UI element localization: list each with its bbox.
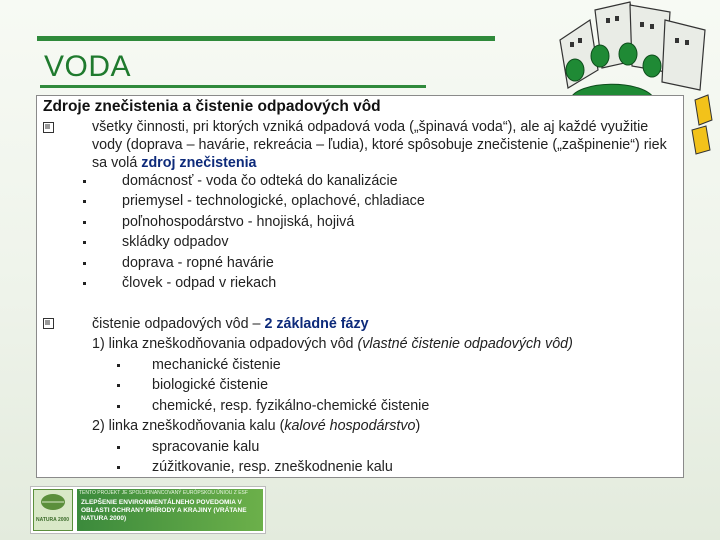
natura-logo xyxy=(33,489,73,531)
footer-strip xyxy=(77,489,263,531)
list-item: spracovanie kalu xyxy=(152,439,260,455)
list-item: zúžitkovanie, resp. zneškodnenie kalu xyxy=(152,459,393,475)
highlight-fazy: 2 základné fázy xyxy=(264,316,369,332)
bullet-icon xyxy=(117,364,120,367)
bullet-icon xyxy=(83,282,86,285)
footer-small-text: TENTO PROJEKT JE SPOLUFINANCOVANÝ EURÓPSKOU ÚNIOU Z ESF xyxy=(79,490,248,496)
leaf-icon xyxy=(34,490,72,514)
list-item: človek - odpad v riekach xyxy=(122,275,277,291)
title-underline xyxy=(40,85,426,88)
list-item: mechanické čistenie xyxy=(152,357,281,373)
section2-intro: čistenie odpadových vôd – 2 základné fázy xyxy=(92,316,369,332)
section-heading: Zdroje znečistenia a čistenie odpadových vôd xyxy=(43,98,381,115)
bullet-icon xyxy=(117,466,120,469)
logo-label: NATURA 2000 xyxy=(36,517,70,523)
footer-main-text: ZLEPŠENIE ENVIRONMENTÁLNEHO POVEDOMIA V OBLASTI OCHRANY PRÍRODY A KRAJINY (VRÁTANE NATURA 2000) xyxy=(81,499,247,522)
list-item: doprava - ropné havárie xyxy=(122,255,274,271)
bullet-icon xyxy=(83,180,86,183)
bullet-icon xyxy=(117,446,120,449)
bullet-icon xyxy=(83,241,86,244)
checkbox-bullet-icon xyxy=(43,318,54,329)
top-accent-bar xyxy=(37,36,495,41)
list-item: chemické, resp. fyzikálno-chemické čistenie xyxy=(152,398,430,414)
bullet-icon xyxy=(117,384,120,387)
list-item: skládky odpadov xyxy=(122,234,229,250)
content-box xyxy=(36,95,684,478)
checkbox-bullet-icon xyxy=(43,122,54,133)
bullet-icon xyxy=(83,221,86,224)
highlight-zdroj: zdroj znečistenia xyxy=(141,155,257,171)
phase1-line: 1) linka zneškodňovania odpadových vôd (vlastné čistenie odpadových vôd) xyxy=(92,336,573,352)
list-item: poľnohospodárstvo - hnojiská, hojivá xyxy=(122,214,355,230)
footer-banner xyxy=(30,486,266,534)
list-item: biologické čistenie xyxy=(152,377,269,393)
list-item: priemysel - technologické, oplachové, chladiace xyxy=(122,193,425,209)
bullet-icon xyxy=(83,262,86,265)
section1-intro: všetky činnosti, pri ktorých vzniká odpadová voda („špinavá voda“), ale aj každé využitie vody (doprava – havárie, rekreácia – ľudia), ktoré spôsobuje znečistenie („zašpinenie“) riek sa volá zdroj znečistenia xyxy=(92,119,667,171)
phase2-line: 2) linka zneškodňovania kalu (kalové hospodárstvo) xyxy=(92,418,421,434)
bullet-icon xyxy=(117,405,120,408)
page-title: VODA xyxy=(44,50,132,83)
bullet-icon xyxy=(83,200,86,203)
list-item: domácnosť - voda čo odteká do kanalizácie xyxy=(122,173,398,189)
